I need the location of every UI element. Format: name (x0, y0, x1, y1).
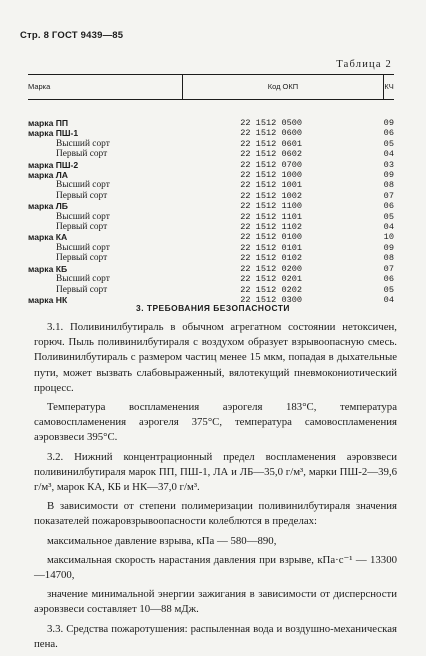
table-row (28, 243, 394, 253)
kch-cell: 06 (383, 128, 394, 139)
table-header-row (28, 75, 394, 100)
okp-code-cell: 22 1512 0101 (240, 242, 303, 253)
okp-code-cell: 22 1512 1001 (240, 180, 303, 191)
okp-code-cell: 22 1512 0600 (240, 128, 303, 139)
table-row (28, 160, 394, 170)
table-row (28, 274, 394, 284)
table-body (28, 100, 394, 306)
mark-cell: Первый сорт (56, 253, 108, 264)
mark-cell: марка КБ (28, 263, 68, 274)
mark-cell: Высший сорт (56, 211, 110, 222)
table-row (28, 222, 394, 232)
okp-code-cell: 22 1512 0601 (240, 138, 303, 149)
table-row (28, 170, 394, 180)
section-text (34, 320, 397, 656)
okp-code-cell: 22 1512 0500 (240, 118, 303, 128)
mark-cell: Высший сорт (56, 242, 110, 253)
mark-cell: Высший сорт (56, 180, 110, 191)
kch-cell: 08 (383, 180, 394, 191)
kch-cell: 06 (383, 274, 394, 285)
kch-cell: 04 (383, 222, 394, 233)
kch-cell: 09 (383, 170, 394, 181)
paragraph: 3.1. Поливинилбутираль в обычном агрегатном состоянии нетоксичен, горюч. Пыль поливинилбутираля с воздухом образует взрывоопасную смесь. Поливинилбутираль с размером частиц менее 15 мкм, попадая в дыхательные пути, может вызвать слабовыраженный, вялотекущий пневмокониотический процесс. (34, 321, 397, 394)
kch-cell: 09 (383, 118, 394, 128)
table-row (28, 264, 394, 274)
okp-code-cell: 22 1512 0102 (240, 253, 303, 264)
mark-cell: марка КА (28, 232, 68, 243)
table-row (28, 180, 394, 190)
mark-cell: Первый сорт (56, 149, 108, 160)
mark-cell: марка ЛА (28, 170, 68, 181)
table-row (28, 100, 394, 129)
kch-cell: 06 (383, 201, 394, 212)
table-row (28, 285, 394, 295)
kch-cell: 05 (383, 211, 394, 222)
mark-cell: марка НК (28, 294, 68, 305)
kch-cell: 10 (383, 232, 394, 243)
okp-code-cell: 22 1512 0200 (240, 263, 303, 274)
mark-cell: марка ПП (28, 118, 69, 128)
okp-code-cell: 22 1512 1102 (240, 222, 303, 233)
page-header: Стр. 8 ГОСТ 9439—85 (20, 30, 124, 41)
okp-code-cell: 22 1512 0202 (240, 284, 303, 295)
kch-cell: 07 (383, 190, 394, 201)
paragraph: В зависимости от степени полимеризации поливинилбутираля значения показателей пожаровзрывоопасности колеблются в пределах: (34, 500, 397, 528)
column-header-okp-code: Код ОКП (182, 75, 383, 100)
section-title: 3. ТРЕБОВАНИЯ БЕЗОПАСНОСТИ (136, 303, 290, 313)
table-row (28, 128, 394, 138)
kch-cell: 05 (383, 138, 394, 149)
mark-cell: Первый сорт (56, 284, 108, 295)
kch-cell: 08 (383, 253, 394, 264)
mark-cell: Первый сорт (56, 190, 108, 201)
kch-cell: 07 (383, 263, 394, 274)
table-row (28, 212, 394, 222)
okp-code-cell: 22 1512 0602 (240, 149, 303, 160)
okp-code-cell: 22 1512 0700 (240, 159, 303, 170)
mark-cell: Высший сорт (56, 274, 110, 285)
mark-cell: Высший сорт (56, 138, 110, 149)
mark-cell: марка ПШ-2 (28, 159, 79, 170)
paragraph: максимальная скорость нарастания давления при взрыве, кПа·с⁻¹ — 13300—14700, (34, 553, 397, 582)
table-row (28, 149, 394, 159)
column-header-mark: Марка (28, 75, 182, 100)
paragraph: максимальное давление взрыва, кПа — 580—890, (47, 534, 277, 547)
okp-table (28, 74, 394, 305)
paragraph: Температура воспламенения аэрогеля 183°С, температура самовоспламенения аэрогеля 375°С, температура самовоспламенения аэровзвеси 395°С. (34, 401, 397, 444)
okp-code-cell: 22 1512 1002 (240, 190, 303, 201)
paragraph: 3.2. Нижний концентрационный предел воспламенения аэровзвеси поливинилбутираля марок ПП, ПШ-1, ЛА и ЛБ—35,0 г/м³, марки ПШ-2—39,6 г/м³, марок КА, КБ и НК—37,0 г/м³. (34, 450, 397, 494)
kch-cell: 09 (383, 242, 394, 253)
kch-cell: 03 (383, 159, 394, 170)
mark-cell: марка ЛБ (28, 201, 68, 212)
mark-cell: марка ПШ-1 (28, 128, 79, 139)
okp-code-cell: 22 1512 0300 (240, 294, 303, 305)
table-row (28, 253, 394, 263)
column-header-kch: КЧ (384, 75, 394, 100)
okp-code-cell: 22 1512 1100 (240, 201, 303, 212)
table-caption: Таблица 2 (336, 59, 392, 70)
okp-code-cell: 22 1512 1101 (240, 211, 303, 222)
table-row (28, 201, 394, 211)
mark-cell: Первый сорт (56, 222, 108, 233)
table-row (28, 232, 394, 242)
okp-code-cell: 22 1512 1000 (240, 170, 303, 181)
kch-cell: 05 (383, 284, 394, 295)
kch-cell: 04 (383, 294, 394, 305)
okp-code-cell: 22 1512 0100 (240, 232, 303, 243)
paragraph: 3.3. Средства пожаротушения: распыленная вода и воздушно-механическая пена. (34, 622, 397, 650)
okp-code-cell: 22 1512 0201 (240, 274, 303, 285)
paragraph: значение минимальной энергии зажигания в зависимости от дисперсности аэровзвеси составляет 10—88 мДж. (34, 588, 397, 616)
table-row (28, 191, 394, 201)
kch-cell: 04 (383, 149, 394, 160)
table-row (28, 139, 394, 149)
